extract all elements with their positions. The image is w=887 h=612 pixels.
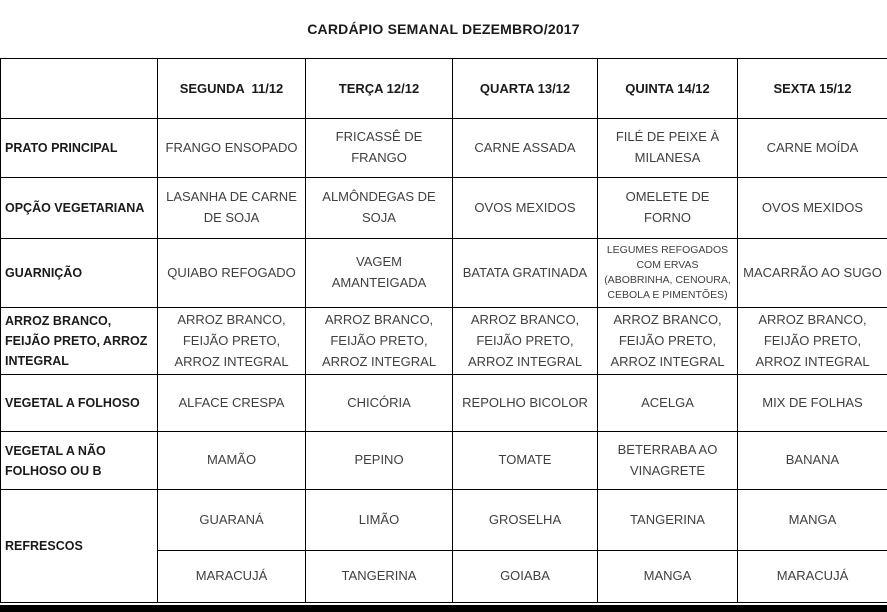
menu-cell: BANANA: [738, 432, 887, 490]
menu-cell: GROSELHA: [453, 490, 598, 551]
menu-cell: CHICÓRIA: [306, 375, 453, 432]
menu-cell: BETERRABA AO VINAGRETE: [598, 432, 738, 490]
menu-cell: VAGEM AMANTEIGADA: [306, 239, 453, 308]
header-quarta: QUARTA 13/12: [453, 59, 598, 119]
menu-cell: OMELETE DE FORNO: [598, 178, 738, 239]
row-arroz-feijao: [1, 308, 887, 375]
menu-cell: ARROZ BRANCO, FEIJÃO PRETO, ARROZ INTEGRAL: [598, 308, 738, 375]
menu-cell: PEPINO: [306, 432, 453, 490]
row-label: PRATO PRINCIPAL: [1, 119, 158, 178]
menu-cell: ALMÔNDEGAS DE SOJA: [306, 178, 453, 239]
row-vegetal-nao-folhoso: [1, 432, 887, 490]
header-quinta: QUINTA 14/12: [598, 59, 738, 119]
bottom-divider-bar: [0, 605, 887, 612]
header-terca: TERÇA 12/12: [306, 59, 453, 119]
weekly-menu-table: [0, 58, 887, 603]
row-label: OPÇÃO VEGETARIANA: [1, 178, 158, 239]
menu-cell: ARROZ BRANCO, FEIJÃO PRETO, ARROZ INTEGRAL: [158, 308, 306, 375]
row-label: GUARNIÇÃO: [1, 239, 158, 308]
menu-cell: ALFACE CRESPA: [158, 375, 306, 432]
menu-cell: TOMATE: [453, 432, 598, 490]
row-label: ARROZ BRANCO, FEIJÃO PRETO, ARROZ INTEGRAL: [1, 308, 158, 375]
menu-cell: FRICASSÊ DE FRANGO: [306, 119, 453, 178]
menu-cell: MARACUJÁ: [158, 551, 306, 603]
row-opcao-vegetariana: [1, 178, 887, 239]
menu-cell: GOIABA: [453, 551, 598, 603]
row-vegetal-folhoso: [1, 375, 887, 432]
row-prato-principal: [1, 119, 887, 178]
menu-cell: ACELGA: [598, 375, 738, 432]
row-label: REFRESCOS: [1, 490, 158, 603]
row-refrescos-1: [1, 490, 887, 551]
menu-cell: LEGUMES REFOGADOS COM ERVAS (ABOBRINHA, CENOURA, CEBOLA E PIMENTÕES): [598, 239, 738, 308]
menu-cell: MIX DE FOLHAS: [738, 375, 887, 432]
menu-cell: GUARANÁ: [158, 490, 306, 551]
menu-cell: LIMÃO: [306, 490, 453, 551]
header-row: [1, 59, 887, 119]
menu-cell: OVOS MEXIDOS: [738, 178, 887, 239]
corner-cell: [1, 59, 158, 119]
row-label: VEGETAL A FOLHOSO: [1, 375, 158, 432]
header-segunda: SEGUNDA 11/12: [158, 59, 306, 119]
menu-cell: ARROZ BRANCO, FEIJÃO PRETO, ARROZ INTEGRAL: [306, 308, 453, 375]
menu-cell: MANGA: [598, 551, 738, 603]
menu-cell: OVOS MEXIDOS: [453, 178, 598, 239]
menu-cell: QUIABO REFOGADO: [158, 239, 306, 308]
row-guarnicao: [1, 239, 887, 308]
menu-cell: MAMÃO: [158, 432, 306, 490]
menu-cell: CARNE ASSADA: [453, 119, 598, 178]
menu-cell: MACARRÃO AO SUGO: [738, 239, 887, 308]
header-sexta: SEXTA 15/12: [738, 59, 887, 119]
menu-cell: BATATA GRATINADA: [453, 239, 598, 308]
menu-cell: REPOLHO BICOLOR: [453, 375, 598, 432]
row-label: VEGETAL A NÃO FOLHOSO OU B: [1, 432, 158, 490]
menu-cell: CARNE MOÍDA: [738, 119, 887, 178]
menu-cell: ARROZ BRANCO, FEIJÃO PRETO, ARROZ INTEGRAL: [738, 308, 887, 375]
menu-cell: ARROZ BRANCO, FEIJÃO PRETO, ARROZ INTEGRAL: [453, 308, 598, 375]
page-title: CARDÁPIO SEMANAL DEZEMBRO/2017: [307, 21, 580, 37]
menu-cell: TANGERINA: [598, 490, 738, 551]
menu-cell: FRANGO ENSOPADO: [158, 119, 306, 178]
menu-cell: MARACUJÁ: [738, 551, 887, 603]
menu-cell: LASANHA DE CARNE DE SOJA: [158, 178, 306, 239]
menu-cell: TANGERINA: [306, 551, 453, 603]
menu-cell: FILÉ DE PEIXE À MILANESA: [598, 119, 738, 178]
menu-cell: MANGA: [738, 490, 887, 551]
